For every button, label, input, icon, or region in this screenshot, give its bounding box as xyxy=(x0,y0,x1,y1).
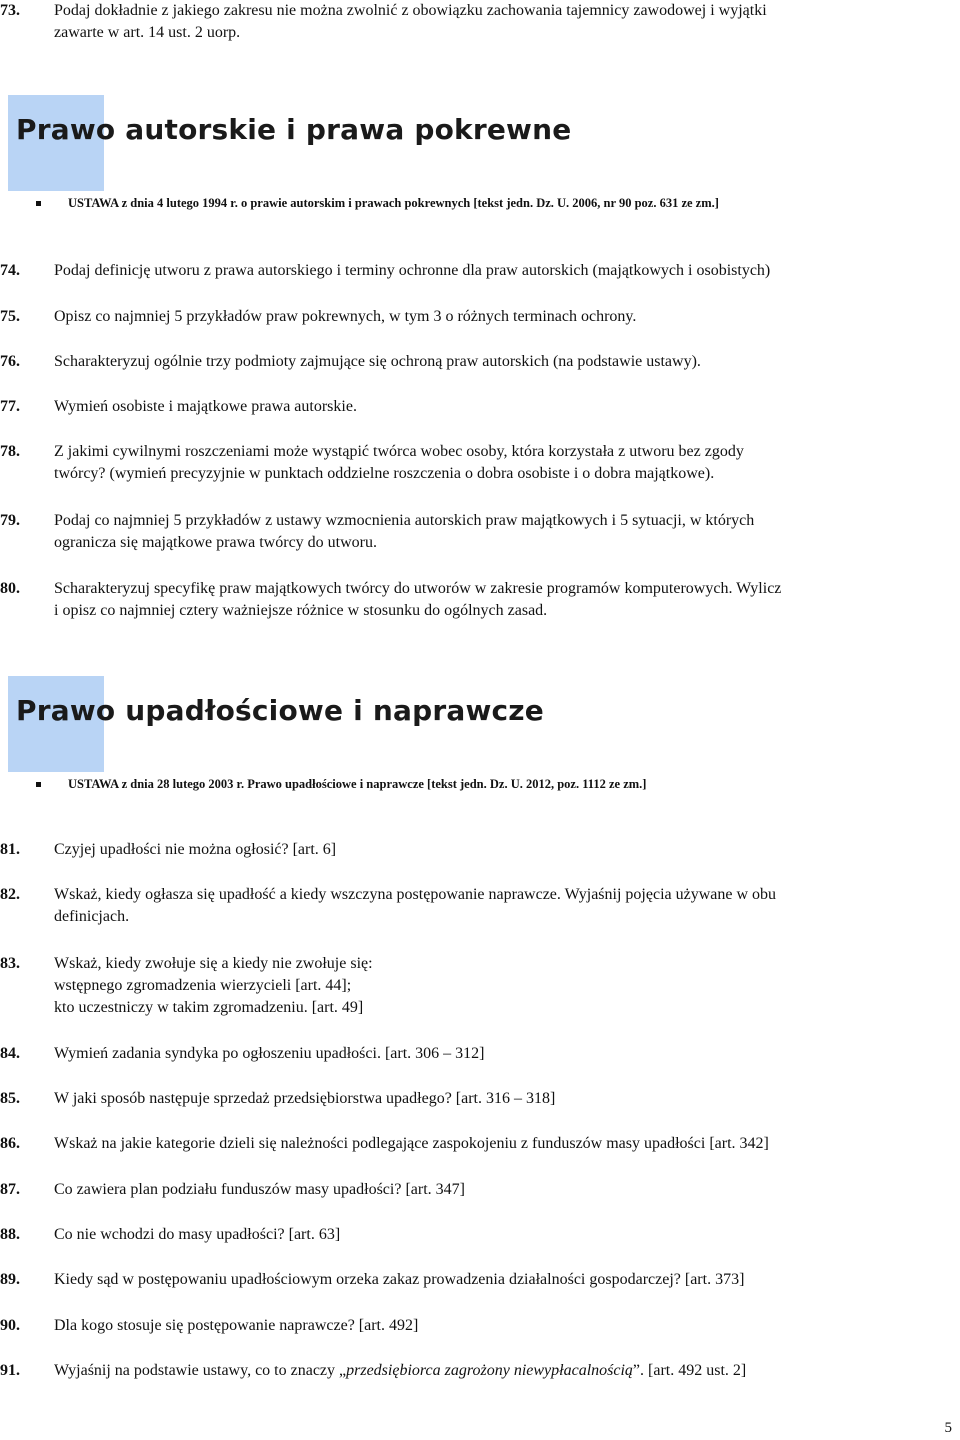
question-text-line: Wskaż, kiedy zwołuje się a kiedy nie zwołuje się: xyxy=(54,955,373,972)
question-number: 85. xyxy=(0,1090,20,1107)
question-text-line: i opisz co najmniej cztery ważniejsze różnice w stosunku do ogólnych zasad. xyxy=(54,602,548,619)
question-number: 82. xyxy=(0,886,20,903)
question-text-line: Opisz co najmniej 5 przykładów praw pokrewnych, w tym 3 o różnych terminach ochrony. xyxy=(54,308,637,325)
question-text-line: zawarte w art. 14 ust. 2 uorp. xyxy=(54,24,241,41)
question-text-line: W jaki sposób następuje sprzedaż przedsiębiorstwa upadłego? [art. 316 – 318] xyxy=(54,1090,556,1107)
question-text-line: Podaj definicję utworu z prawa autorskiego i terminy ochronne dla praw autorskich (majątkowych i osobistych) xyxy=(54,262,771,279)
question-text-line: Podaj dokładnie z jakiego zakresu nie można zwolnić z obowiązku zachowania tajemnicy zawodowej i wyjątki xyxy=(54,2,767,19)
question-text-line: twórcy? (wymień precyzyjnie w punktach oddzielne roszczenia o dobra osobiste i o dobra majątkowe). xyxy=(54,465,715,482)
question-text-line: Wymień osobiste i majątkowe prawa autorskie. xyxy=(54,398,357,415)
question-number: 87. xyxy=(0,1181,20,1198)
question-number: 77. xyxy=(0,398,20,415)
question-number: 75. xyxy=(0,308,20,325)
question-number: 90. xyxy=(0,1317,20,1334)
section-title: Prawo autorskie i prawa pokrewne xyxy=(16,113,572,146)
question-number: 76. xyxy=(0,353,20,370)
question-text-line: wstępnego zgromadzenia wierzycieli [art. 44]; xyxy=(54,977,352,994)
question-number: 86. xyxy=(0,1135,20,1152)
question-number: 91. xyxy=(0,1362,20,1379)
question-text-line: kto uczestniczy w takim zgromadzeniu. [art. 49] xyxy=(54,999,364,1016)
question-text-line: Scharakteryzuj ogólnie trzy podmioty zajmujące się ochroną praw autorskich (na podstawie ustawy). xyxy=(54,353,701,370)
question-text-line: definicjach. xyxy=(54,908,130,925)
section-heading-bankruptcy xyxy=(8,676,908,772)
question-text-line: Scharakteryzuj specyfikę praw majątkowych twórcy do utworów w zakresie programów komputerowych. Wylicz xyxy=(54,580,782,597)
question-text-line: Wyjaśnij na podstawie ustawy, co to znaczy „przedsiębiorca zagrożony niewypłacalnością”. [art. 492 ust. 2] xyxy=(54,1362,747,1379)
question-text-line: Wskaż, kiedy ogłasza się upadłość a kiedy wszczyna postępowanie naprawcze. Wyjaśnij pojęcia używane w obu xyxy=(54,886,777,903)
question-text-line: Dla kogo stosuje się postępowanie naprawcze? [art. 492] xyxy=(54,1317,419,1334)
question-text-line: Kiedy sąd w postępowaniu upadłościowym orzeka zakaz prowadzenia działalności gospodarczej? [art. 373] xyxy=(54,1271,745,1288)
question-number: 81. xyxy=(0,841,20,858)
section-heading-copyright xyxy=(8,95,908,191)
page-number: 5 xyxy=(944,1420,952,1436)
question-text-line: Co zawiera plan podziału funduszów masy upadłości? [art. 347] xyxy=(54,1181,465,1198)
question-number: 79. xyxy=(0,512,20,529)
question-text-line: ogranicza się majątkowe prawa twórcy do utworu. xyxy=(54,534,377,551)
question-number: 74. xyxy=(0,262,20,279)
emphasized-term: przedsiębiorca zagrożony niewypłacalnością xyxy=(346,1362,633,1379)
question-text-line: Z jakimi cywilnymi roszczeniami może wystąpić twórca wobec osoby, która korzystała z utworu bez zgody xyxy=(54,443,744,460)
question-number: 78. xyxy=(0,443,20,460)
square-bullet-icon xyxy=(36,782,41,787)
question-number: 84. xyxy=(0,1045,20,1062)
question-text-line: Podaj co najmniej 5 przykładów z ustawy wzmocnienia autorskich praw majątkowych i 5 sytuacji, w których xyxy=(54,512,755,529)
question-text-line: Wymień zadania syndyka po ogłoszeniu upadłości. [art. 306 – 312] xyxy=(54,1045,485,1062)
question-number: 89. xyxy=(0,1271,20,1288)
question-number: 88. xyxy=(0,1226,20,1243)
square-bullet-icon xyxy=(36,201,41,206)
question-text-line: Wskaż na jakie kategorie dzieli się należności podlegające zaspokojeniu z funduszów masy upadłości [art. 342] xyxy=(54,1135,769,1152)
question-text-line: Co nie wchodzi do masy upadłości? [art. 63] xyxy=(54,1226,341,1243)
question-number: 73. xyxy=(0,2,20,19)
question-number: 83. xyxy=(0,955,20,972)
question-text-line: Czyjej upadłości nie można ogłosić? [art. 6] xyxy=(54,841,337,858)
question-number: 80. xyxy=(0,580,20,597)
section-title: Prawo upadłościowe i naprawcze xyxy=(16,694,544,727)
